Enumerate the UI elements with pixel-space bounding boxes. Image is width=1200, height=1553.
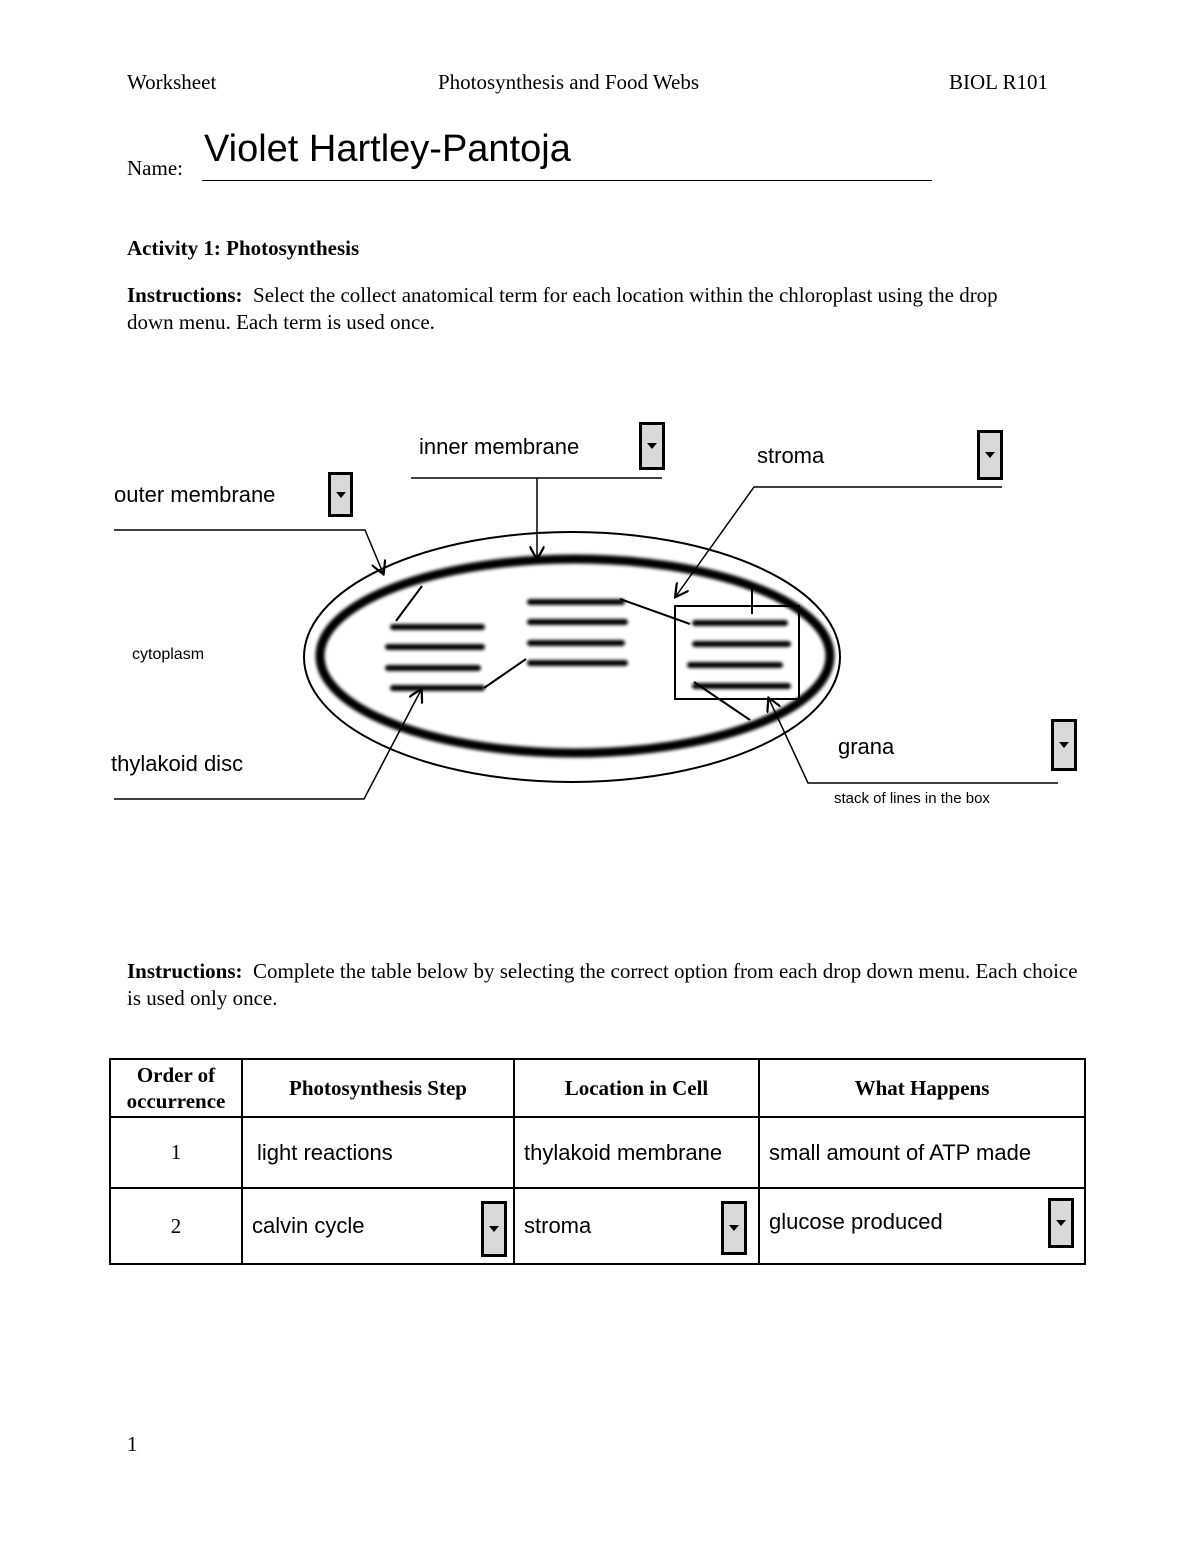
table-row	[110, 1188, 1085, 1264]
thylakoid-disc-leader	[114, 690, 421, 799]
step-select[interactable]	[242, 1117, 514, 1188]
dropdown-arrow-icon[interactable]	[481, 1201, 507, 1257]
step-value: light reactions	[257, 1139, 393, 1165]
activity-title: Activity 1: Photosynthesis	[127, 236, 360, 260]
dropdown-arrow-icon[interactable]	[639, 422, 665, 470]
what-value: glucose produced	[769, 1209, 943, 1234]
header-center: Photosynthesis and Food Webs	[438, 70, 700, 94]
what-value: small amount of ATP made	[769, 1139, 1032, 1165]
photosynthesis-table	[109, 1058, 1086, 1265]
stroma-select[interactable]: stroma	[757, 443, 825, 468]
page-number: 1	[127, 1432, 138, 1456]
header-order: Order of occurrence	[110, 1059, 242, 1117]
thylakoid-stack-middle	[530, 602, 625, 663]
instructions-1-text: Select the collect anatomical term for each location within the chloroplast using the drop down menu. Each term is used once.	[127, 283, 998, 334]
dropdown-arrow-icon[interactable]	[328, 472, 353, 517]
instructions-2-label: Instructions:	[127, 959, 243, 983]
header-location: Location in Cell	[514, 1059, 759, 1117]
what-select[interactable]	[759, 1117, 1085, 1188]
header-step: Photosynthesis Step	[242, 1059, 514, 1117]
location-select[interactable]	[514, 1117, 759, 1188]
name-label: Name:	[127, 156, 183, 180]
outer-membrane-leader	[114, 530, 383, 573]
table-header-row	[110, 1059, 1085, 1117]
table-row	[110, 1117, 1085, 1188]
outer-membrane-shape	[304, 532, 840, 782]
dropdown-arrow-icon[interactable]	[1051, 719, 1077, 771]
cytoplasm-label: cytoplasm	[132, 646, 205, 663]
location-value: thylakoid membrane	[524, 1139, 723, 1165]
dropdown-arrow-icon[interactable]	[1048, 1198, 1074, 1248]
what-select[interactable]	[759, 1188, 1085, 1264]
inner-membrane-shape	[320, 559, 830, 753]
instructions-2	[127, 958, 1087, 1012]
header-what: What Happens	[759, 1059, 1085, 1117]
step-select[interactable]	[242, 1188, 514, 1264]
thylakoid-stack-right	[690, 623, 788, 686]
step-value: calvin cycle	[252, 1213, 365, 1238]
instructions-2-text: Complete the table below by selecting the correct option from each drop down menu. Each choice is used only once.	[127, 959, 1078, 1010]
dropdown-arrow-icon[interactable]	[977, 430, 1003, 480]
order-cell: 2	[110, 1188, 242, 1264]
thylakoid-disc-select[interactable]: thylakoid disc	[111, 751, 244, 776]
grana-select[interactable]: grana	[838, 734, 895, 759]
outer-membrane-select[interactable]: outer membrane	[114, 482, 276, 507]
location-value: stroma	[524, 1213, 592, 1238]
thylakoid-stack-left	[388, 627, 482, 688]
order-cell: 1	[110, 1117, 242, 1188]
inner-membrane-select[interactable]: inner membrane	[419, 434, 580, 459]
grana-note: stack of lines in the box	[834, 790, 990, 807]
location-select[interactable]	[514, 1188, 759, 1264]
name-input[interactable]: Violet Hartley-Pantoja	[204, 128, 571, 170]
header-right: BIOL R101	[949, 70, 1048, 94]
instructions-1-label: Instructions:	[127, 283, 243, 307]
header-left: Worksheet	[127, 70, 217, 94]
dropdown-arrow-icon[interactable]	[721, 1201, 747, 1255]
